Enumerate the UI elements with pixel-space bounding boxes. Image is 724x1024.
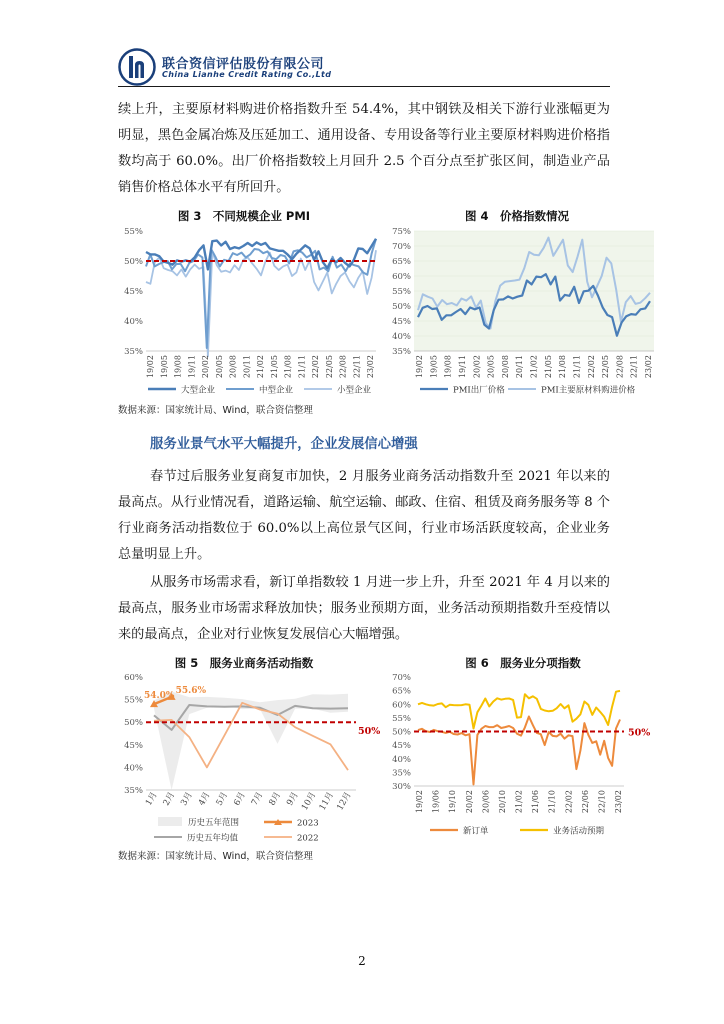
series-line-new-orders <box>418 717 620 785</box>
x-tick-label: 9月 <box>285 790 301 808</box>
x-tick-label: 12月 <box>335 790 354 813</box>
x-tick-label: 10月 <box>300 790 319 813</box>
y-tick-label: 45% <box>392 317 411 327</box>
y-tick-label: 35% <box>392 768 411 779</box>
chart-fig5 <box>118 670 380 848</box>
y-tick-label: 70% <box>392 673 411 683</box>
y-tick-label: 45% <box>124 287 143 297</box>
y-tick-label: 65% <box>392 257 411 267</box>
x-tick-label: 20/08 <box>500 355 510 379</box>
x-tick-label: 19/02 <box>146 355 155 379</box>
x-tick-label: 21/02 <box>514 790 524 814</box>
y-tick-label: 40% <box>392 754 411 765</box>
x-tick-label: 20/05 <box>486 355 496 379</box>
body-paragraph: 春节过后服务业复商复市加快，2 月服务业商务活动指数升至 2021 年以来的最高点。从行业情况看，道路运输、航空运输、邮政、住宿、租赁及商务服务等 8 个行业商务活动指数位于 60.0%以上高位景气区间，行业市场活跃度较高，企业业务总量明显上升。 <box>118 469 610 562</box>
y-tick-label: 35% <box>392 347 411 357</box>
x-tick-label: 22/06 <box>580 790 590 814</box>
legend-medium-label: 中型企业 <box>259 385 294 396</box>
x-tick-label: 20/05 <box>214 355 224 379</box>
y-tick-label: 50% <box>392 302 411 312</box>
x-tick-label: 19/08 <box>173 355 183 379</box>
legend-mean-label: 历史五年均值 <box>187 833 239 844</box>
x-tick-label: 11月 <box>317 790 336 813</box>
x-tick-label: 19/05 <box>159 355 169 379</box>
reference-line-label: 50% <box>628 727 651 739</box>
x-tick-label: 22/05 <box>601 355 611 379</box>
y-tick-label: 45% <box>392 741 411 752</box>
x-tick-label: 21/10 <box>547 790 557 814</box>
y-tick-label: 65% <box>392 686 411 697</box>
legend-range-swatch <box>158 817 182 826</box>
y-tick-label: 40% <box>124 763 143 774</box>
legend-range-label: 历史五年范围 <box>188 818 240 828</box>
y-tick-label: 60% <box>392 272 411 282</box>
source-note: 数据来源：国家统计局、Wind，联合资信整理 <box>118 405 313 416</box>
x-tick-label: 19/11 <box>187 355 197 379</box>
x-tick-label: 19/08 <box>443 355 453 379</box>
x-tick-label: 3月 <box>179 790 195 808</box>
x-tick-label: 21/08 <box>558 355 568 379</box>
x-tick-label: 21/02 <box>529 355 539 379</box>
y-tick-label: 40% <box>124 317 143 327</box>
legend-2022-label: 2022 <box>297 833 319 844</box>
legend-expectation-label: 业务活动预期 <box>553 826 605 837</box>
x-tick-label: 20/02 <box>472 355 482 379</box>
y-tick-label: 60% <box>124 673 143 683</box>
chart-fig4 <box>390 224 660 402</box>
x-tick-label: 21/11 <box>297 355 307 379</box>
body-paragraph: 从服务市场需求看，新订单指数较 1 月进一步上升，升至 2021 年 4 月以来的最高点，服务业市场需求释放加快；服务业预期方面，业务活动预期指数升至疫情以来的最高点，企业对行业恢复发展信心大幅增强。 <box>118 575 610 642</box>
y-tick-label: 50% <box>392 727 411 738</box>
legend-2023-label: 2023 <box>297 818 319 829</box>
y-tick-label: 55% <box>392 287 411 297</box>
series-line-expectation <box>418 691 620 729</box>
legend-output-price-label: PMI出厂价格 <box>453 385 505 396</box>
section-heading: 服务业景气水平大幅提升，企业发展信心增强 <box>150 437 418 452</box>
x-tick-label: 19/11 <box>457 355 467 379</box>
x-tick-label: 22/08 <box>615 355 625 379</box>
x-tick-label: 20/11 <box>515 355 525 379</box>
figure-title: 图 5 服务业商务活动指数 <box>174 656 314 670</box>
y-tick-label: 35% <box>124 786 143 796</box>
x-tick-label: 19/06 <box>431 790 441 814</box>
x-tick-label: 20/02 <box>201 355 210 379</box>
x-tick-label: 20/02 <box>464 790 474 814</box>
page-number: 2 <box>358 954 366 968</box>
x-tick-label: 21/08 <box>283 355 293 379</box>
x-tick-label: 20/11 <box>242 355 252 379</box>
x-tick-label: 19/02 <box>415 790 424 814</box>
x-tick-label: 20/10 <box>497 790 507 814</box>
y-tick-label: 45% <box>124 740 143 751</box>
y-tick-label: 55% <box>392 713 411 724</box>
x-tick-label: 20/08 <box>228 355 238 379</box>
y-tick-label: 60% <box>392 700 411 711</box>
x-tick-label: 23/02 <box>614 790 623 814</box>
y-tick-label: 55% <box>124 227 143 237</box>
x-tick-label: 21/05 <box>543 355 553 379</box>
y-tick-label: 30% <box>392 782 411 792</box>
figure-title: 图 6 服务业分项指数 <box>465 656 581 670</box>
company-logo-icon <box>118 48 156 86</box>
body-paragraph: 续上升，主要原材料购进价格指数升至 54.4%，其中钢铁及相关下游行业涨幅更为明显，黑色金属冶炼及压延加工、通用设备、专用设备等行业主要原材料购进价格指数均高于 60.0%。出厂价格指数较上月回升 2.5 个百分点至扩张区间，制造业产品销售价格总体水平有所回升。 <box>118 102 610 195</box>
company-name-cn: 联合资信评估股份有限公司 <box>162 57 325 72</box>
x-tick-label: 2月 <box>161 790 178 808</box>
x-tick-label: 7月 <box>249 790 266 808</box>
x-tick-label: 5月 <box>214 790 231 808</box>
y-tick-label: 50% <box>124 257 143 267</box>
x-tick-label: 21/11 <box>572 355 582 379</box>
x-tick-label: 22/08 <box>338 355 348 379</box>
source-note: 数据来源：国家统计局、Wind，联合资信整理 <box>118 851 313 862</box>
y-tick-label: 50% <box>124 718 143 729</box>
y-tick-label: 75% <box>392 227 411 237</box>
legend-new-orders-label: 新订单 <box>463 826 489 837</box>
x-tick-label: 8月 <box>267 790 284 808</box>
x-tick-label: 21/02 <box>256 355 265 379</box>
reference-line-label: 50% <box>358 726 380 738</box>
y-tick-label: 35% <box>124 347 143 357</box>
x-tick-label: 21/05 <box>269 355 279 379</box>
legend-input-price-label: PMI主要原材料购进价格 <box>541 385 636 396</box>
figure-title: 图 3 不同规模企业 PMI <box>177 209 311 223</box>
y-tick-label: 40% <box>392 332 411 342</box>
x-tick-label: 19/10 <box>448 790 458 814</box>
x-tick-label: 21/06 <box>531 790 541 814</box>
chart-fig3 <box>118 224 380 402</box>
company-name-en: China Lianhe Credit Rating Co.,Ltd <box>162 70 332 79</box>
x-tick-label: 22/11 <box>629 355 639 379</box>
x-tick-label: 23/02 <box>366 355 375 379</box>
x-tick-label: 22/02 <box>311 355 320 379</box>
x-tick-label: 22/11 <box>352 355 362 379</box>
data-label-2023-feb: 55.6% <box>175 685 207 696</box>
x-tick-label: 4月 <box>196 790 213 808</box>
x-tick-label: 6月 <box>232 790 248 808</box>
x-tick-label: 22/02 <box>564 790 574 814</box>
page-header <box>118 48 608 94</box>
x-tick-label: 22/10 <box>597 790 607 814</box>
x-tick-label: 20/06 <box>481 790 491 814</box>
header-divider <box>118 86 610 87</box>
x-tick-label: 22/02 <box>586 355 596 379</box>
legend-large-label: 大型企业 <box>181 385 216 396</box>
x-tick-label: 23/02 <box>644 355 653 379</box>
x-tick-label: 22/05 <box>324 355 334 379</box>
y-tick-label: 70% <box>392 242 411 252</box>
x-tick-label: 1月 <box>143 790 160 808</box>
x-tick-label: 19/02 <box>415 355 424 379</box>
data-label-2023-jan: 54.0% <box>144 691 175 702</box>
series-line-medium <box>146 239 376 348</box>
legend-small-label: 小型企业 <box>337 385 372 396</box>
y-tick-label: 55% <box>124 695 143 706</box>
x-tick-label: 19/05 <box>429 355 439 379</box>
figure-title: 图 4 价格指数情况 <box>464 209 569 223</box>
chart-fig6 <box>390 668 660 846</box>
